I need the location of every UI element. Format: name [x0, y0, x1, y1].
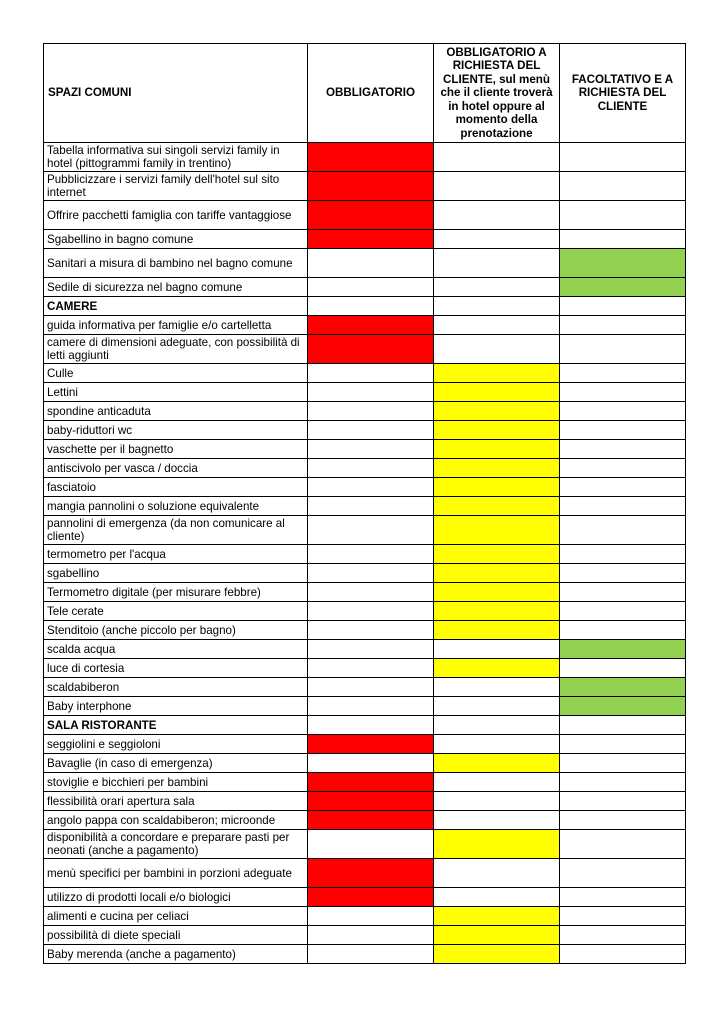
- item-label: Sanitari a misura di bambino nel bagno comune: [44, 249, 308, 278]
- table-row: [44, 172, 686, 201]
- cell-richiesta: [434, 143, 560, 172]
- table-row: [44, 335, 686, 364]
- cell-obbligatorio: [308, 602, 434, 621]
- cell-richiesta: [434, 792, 560, 811]
- table-row: [44, 383, 686, 402]
- section-row: [44, 297, 686, 316]
- cell-richiesta: [434, 545, 560, 564]
- cell-richiesta: [434, 926, 560, 945]
- cell-obbligatorio: [308, 516, 434, 545]
- cell-richiesta: [434, 364, 560, 383]
- table-row: [44, 811, 686, 830]
- cell-facoltativo: [560, 516, 686, 545]
- cell-facoltativo: [560, 754, 686, 773]
- cell-facoltativo: [560, 735, 686, 754]
- table-row: [44, 735, 686, 754]
- table-row: [44, 773, 686, 792]
- table-row: [44, 792, 686, 811]
- item-label: termometro per l'acqua: [44, 545, 308, 564]
- cell-obbligatorio: [308, 497, 434, 516]
- cell-obbligatorio: [308, 659, 434, 678]
- cell-obbligatorio: [308, 621, 434, 640]
- cell-richiesta: [434, 421, 560, 440]
- cell-obbligatorio: [308, 201, 434, 230]
- table-header-row: [44, 44, 686, 143]
- cell-obbligatorio: [308, 640, 434, 659]
- table-row: [44, 497, 686, 516]
- table-row: [44, 201, 686, 230]
- table-row: [44, 364, 686, 383]
- table-row: [44, 640, 686, 659]
- cell-richiesta: [434, 402, 560, 421]
- item-label: Offrire pacchetti famiglia con tariffe vantaggiose: [44, 201, 308, 230]
- item-label: Sgabellino in bagno comune: [44, 230, 308, 249]
- cell-facoltativo: [560, 402, 686, 421]
- item-label: utilizzo di prodotti locali e/o biologici: [44, 888, 308, 907]
- cell-obbligatorio: [308, 792, 434, 811]
- cell-richiesta: [434, 859, 560, 888]
- cell-richiesta: [434, 297, 560, 316]
- cell-obbligatorio: [308, 811, 434, 830]
- cell-obbligatorio: [308, 545, 434, 564]
- cell-facoltativo: [560, 497, 686, 516]
- section-title: CAMERE: [44, 297, 308, 316]
- item-label: Lettini: [44, 383, 308, 402]
- cell-obbligatorio: [308, 830, 434, 859]
- cell-facoltativo: [560, 564, 686, 583]
- cell-facoltativo: [560, 143, 686, 172]
- table-row: [44, 421, 686, 440]
- cell-richiesta: [434, 516, 560, 545]
- cell-facoltativo: [560, 278, 686, 297]
- header-spazi-comuni: SPAZI COMUNI: [44, 44, 308, 143]
- table-row: [44, 830, 686, 859]
- cell-facoltativo: [560, 859, 686, 888]
- requirements-table: [43, 43, 686, 964]
- cell-obbligatorio: [308, 297, 434, 316]
- cell-facoltativo: [560, 440, 686, 459]
- table-row: [44, 316, 686, 335]
- header-facoltativo: FACOLTATIVO E A RICHIESTA DEL CLIENTE: [560, 44, 686, 143]
- item-label: Bavaglie (in caso di emergenza): [44, 754, 308, 773]
- table-row: [44, 659, 686, 678]
- item-label: menù specifici per bambini in porzioni adeguate: [44, 859, 308, 888]
- item-label: mangia pannolini o soluzione equivalente: [44, 497, 308, 516]
- cell-obbligatorio: [308, 754, 434, 773]
- table-row: [44, 545, 686, 564]
- table-row: [44, 602, 686, 621]
- cell-obbligatorio: [308, 440, 434, 459]
- cell-obbligatorio: [308, 335, 434, 364]
- table-row: [44, 621, 686, 640]
- cell-richiesta: [434, 459, 560, 478]
- section-title: SALA RISTORANTE: [44, 716, 308, 735]
- cell-facoltativo: [560, 383, 686, 402]
- cell-richiesta: [434, 735, 560, 754]
- item-label: alimenti e cucina per celiaci: [44, 907, 308, 926]
- item-label: possibilità di diete speciali: [44, 926, 308, 945]
- cell-richiesta: [434, 278, 560, 297]
- cell-obbligatorio: [308, 402, 434, 421]
- item-label: Baby merenda (anche a pagamento): [44, 945, 308, 964]
- cell-richiesta: [434, 945, 560, 964]
- cell-facoltativo: [560, 621, 686, 640]
- table-row: [44, 907, 686, 926]
- cell-richiesta: [434, 230, 560, 249]
- cell-richiesta: [434, 754, 560, 773]
- item-label: seggiolini e seggioloni: [44, 735, 308, 754]
- table-row: [44, 230, 686, 249]
- table-row: [44, 859, 686, 888]
- item-label: Sedile di sicurezza nel bagno comune: [44, 278, 308, 297]
- cell-facoltativo: [560, 926, 686, 945]
- cell-richiesta: [434, 497, 560, 516]
- cell-richiesta: [434, 716, 560, 735]
- cell-richiesta: [434, 697, 560, 716]
- cell-obbligatorio: [308, 278, 434, 297]
- table-row: [44, 945, 686, 964]
- cell-facoltativo: [560, 678, 686, 697]
- table-row: [44, 459, 686, 478]
- item-label: guida informativa per famiglie e/o cartelletta: [44, 316, 308, 335]
- cell-richiesta: [434, 478, 560, 497]
- section-row: [44, 716, 686, 735]
- cell-facoltativo: [560, 888, 686, 907]
- cell-richiesta: [434, 440, 560, 459]
- cell-obbligatorio: [308, 421, 434, 440]
- cell-obbligatorio: [308, 735, 434, 754]
- cell-obbligatorio: [308, 859, 434, 888]
- item-label: stoviglie e bicchieri per bambini: [44, 773, 308, 792]
- cell-facoltativo: [560, 659, 686, 678]
- item-label: luce di cortesia: [44, 659, 308, 678]
- item-label: antiscivolo per vasca / doccia: [44, 459, 308, 478]
- item-label: Stenditoio (anche piccolo per bagno): [44, 621, 308, 640]
- item-label: fasciatoio: [44, 478, 308, 497]
- cell-obbligatorio: [308, 564, 434, 583]
- table-row: [44, 583, 686, 602]
- item-label: Termometro digitale (per misurare febbre): [44, 583, 308, 602]
- cell-obbligatorio: [308, 697, 434, 716]
- cell-richiesta: [434, 316, 560, 335]
- cell-facoltativo: [560, 640, 686, 659]
- cell-richiesta: [434, 640, 560, 659]
- cell-obbligatorio: [308, 926, 434, 945]
- table-row: [44, 143, 686, 172]
- cell-obbligatorio: [308, 249, 434, 278]
- cell-facoltativo: [560, 364, 686, 383]
- table-row: [44, 888, 686, 907]
- cell-facoltativo: [560, 907, 686, 926]
- item-label: vaschette per il bagnetto: [44, 440, 308, 459]
- cell-facoltativo: [560, 249, 686, 278]
- cell-obbligatorio: [308, 716, 434, 735]
- cell-obbligatorio: [308, 907, 434, 926]
- cell-obbligatorio: [308, 316, 434, 335]
- header-obbligatorio: OBBLIGATORIO: [308, 44, 434, 143]
- cell-richiesta: [434, 678, 560, 697]
- cell-obbligatorio: [308, 888, 434, 907]
- item-label: spondine anticaduta: [44, 402, 308, 421]
- item-label: scaldabiberon: [44, 678, 308, 697]
- cell-obbligatorio: [308, 459, 434, 478]
- item-label: pannolini di emergenza (da non comunicare al cliente): [44, 516, 308, 545]
- cell-richiesta: [434, 201, 560, 230]
- table-row: [44, 402, 686, 421]
- item-label: angolo pappa con scaldabiberon; microonde: [44, 811, 308, 830]
- cell-richiesta: [434, 773, 560, 792]
- item-label: scalda acqua: [44, 640, 308, 659]
- cell-richiesta: [434, 383, 560, 402]
- table-row: [44, 564, 686, 583]
- item-label: baby-riduttori wc: [44, 421, 308, 440]
- cell-obbligatorio: [308, 143, 434, 172]
- cell-facoltativo: [560, 773, 686, 792]
- cell-facoltativo: [560, 945, 686, 964]
- table-row: [44, 478, 686, 497]
- item-label: camere di dimensioni adeguate, con possibilità di letti aggiunti: [44, 335, 308, 364]
- cell-richiesta: [434, 249, 560, 278]
- cell-facoltativo: [560, 697, 686, 716]
- table-row: [44, 278, 686, 297]
- cell-obbligatorio: [308, 364, 434, 383]
- cell-facoltativo: [560, 230, 686, 249]
- cell-richiesta: [434, 172, 560, 201]
- cell-facoltativo: [560, 478, 686, 497]
- cell-facoltativo: [560, 459, 686, 478]
- cell-facoltativo: [560, 792, 686, 811]
- cell-richiesta: [434, 621, 560, 640]
- table-row: [44, 678, 686, 697]
- cell-richiesta: [434, 659, 560, 678]
- cell-obbligatorio: [308, 678, 434, 697]
- cell-facoltativo: [560, 602, 686, 621]
- item-label: Pubblicizzare i servizi family dell'hotel sul sito internet: [44, 172, 308, 201]
- cell-facoltativo: [560, 583, 686, 602]
- cell-richiesta: [434, 602, 560, 621]
- table-row: [44, 697, 686, 716]
- cell-richiesta: [434, 830, 560, 859]
- cell-facoltativo: [560, 201, 686, 230]
- cell-richiesta: [434, 907, 560, 926]
- cell-richiesta: [434, 564, 560, 583]
- table-row: [44, 440, 686, 459]
- cell-facoltativo: [560, 316, 686, 335]
- cell-facoltativo: [560, 297, 686, 316]
- table-row: [44, 926, 686, 945]
- cell-obbligatorio: [308, 230, 434, 249]
- cell-obbligatorio: [308, 773, 434, 792]
- cell-obbligatorio: [308, 583, 434, 602]
- cell-facoltativo: [560, 545, 686, 564]
- cell-facoltativo: [560, 335, 686, 364]
- cell-facoltativo: [560, 421, 686, 440]
- cell-richiesta: [434, 888, 560, 907]
- header-obbligatorio-a-richiesta: OBBLIGATORIO A RICHIESTA DEL CLIENTE, sul menù che il cliente troverà in hotel oppure al momento della prenotazione: [434, 44, 560, 143]
- item-label: Tele cerate: [44, 602, 308, 621]
- cell-obbligatorio: [308, 945, 434, 964]
- item-label: sgabellino: [44, 564, 308, 583]
- item-label: Tabella informativa sui singoli servizi family in hotel (pittogrammi family in trentino): [44, 143, 308, 172]
- cell-richiesta: [434, 583, 560, 602]
- cell-facoltativo: [560, 172, 686, 201]
- cell-obbligatorio: [308, 383, 434, 402]
- item-label: disponibilità a concordare e preparare pasti per neonati (anche a pagamento): [44, 830, 308, 859]
- table-row: [44, 249, 686, 278]
- cell-facoltativo: [560, 716, 686, 735]
- cell-richiesta: [434, 335, 560, 364]
- cell-obbligatorio: [308, 478, 434, 497]
- cell-facoltativo: [560, 830, 686, 859]
- table-row: [44, 754, 686, 773]
- item-label: Culle: [44, 364, 308, 383]
- cell-facoltativo: [560, 811, 686, 830]
- cell-richiesta: [434, 811, 560, 830]
- item-label: flessibilità orari apertura sala: [44, 792, 308, 811]
- table-body: [44, 143, 686, 964]
- item-label: Baby interphone: [44, 697, 308, 716]
- cell-obbligatorio: [308, 172, 434, 201]
- table-row: [44, 516, 686, 545]
